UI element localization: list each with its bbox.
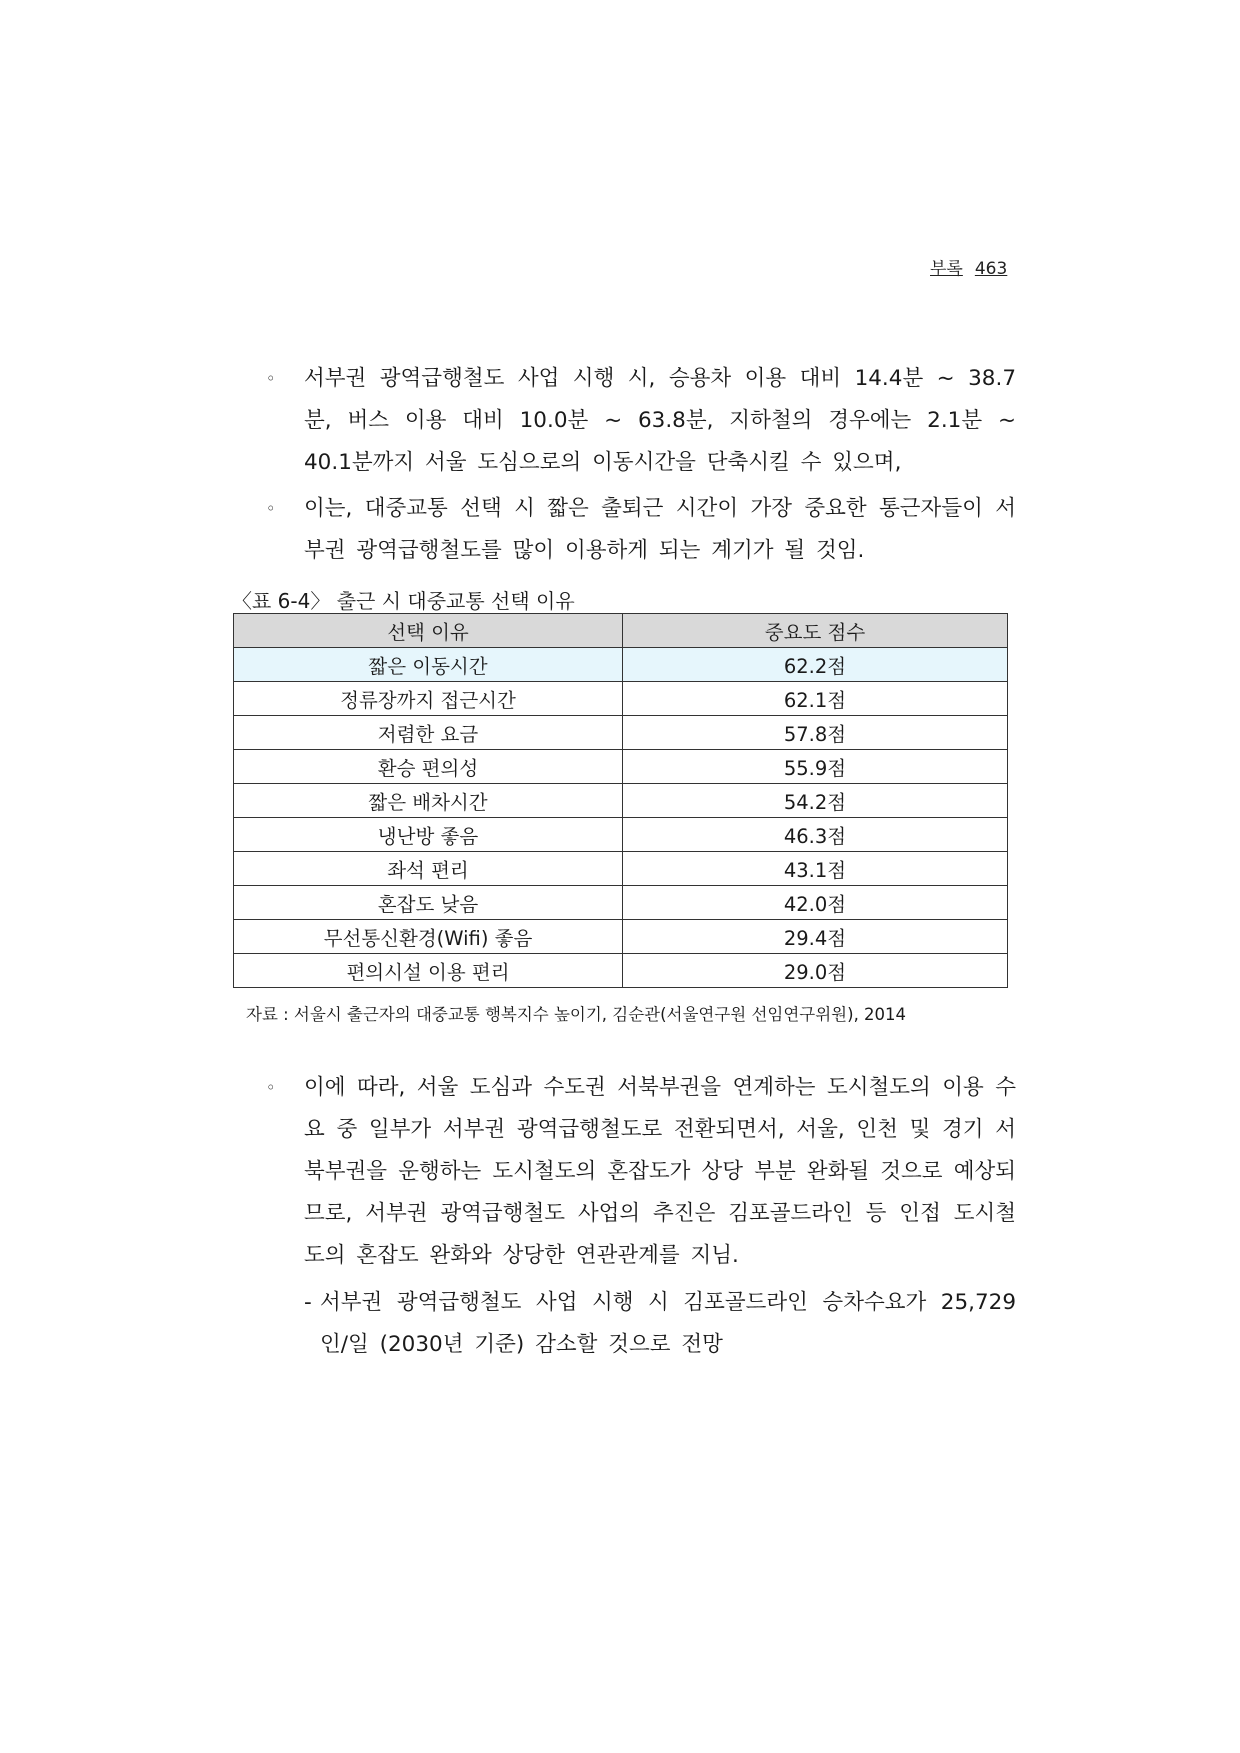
score-cell: 62.2점 bbox=[623, 648, 1008, 682]
reason-cell: 편의시설 이용 편리 bbox=[234, 954, 623, 988]
paragraph-text: 이는, 대중교통 선택 시 짧은 출퇴근 시간이 가장 중요한 통근자들이 서부권 광역급행철도를 많이 이용하게 되는 계기가 될 것임. bbox=[304, 496, 1016, 563]
table-row bbox=[234, 784, 1008, 818]
table-caption: 〈표 6-4〉 출근 시 대중교통 선택 이유 bbox=[232, 589, 575, 613]
column-header-reason: 선택 이유 bbox=[234, 614, 623, 648]
table-row bbox=[234, 648, 1008, 682]
page-header bbox=[930, 254, 1007, 279]
score-cell: 29.4점 bbox=[623, 920, 1008, 954]
table-row bbox=[234, 818, 1008, 852]
score-cell: 29.0점 bbox=[623, 954, 1008, 988]
reason-cell: 혼잡도 낮음 bbox=[234, 886, 623, 920]
table-row bbox=[234, 716, 1008, 750]
table-row bbox=[234, 750, 1008, 784]
table-row bbox=[234, 886, 1008, 920]
bullet-paragraph bbox=[266, 488, 1016, 572]
bullet-icon: ◦ bbox=[266, 1078, 276, 1097]
sub-item-text: 서부권 광역급행철도 사업 시행 시 김포골드라인 승차수요가 25,729인/일 (2030년 기준) 감소할 것으로 전망 bbox=[320, 1290, 1016, 1357]
reason-cell: 저렴한 요금 bbox=[234, 716, 623, 750]
reason-cell: 좌석 편리 bbox=[234, 852, 623, 886]
paragraph-text: 이에 따라, 서울 도심과 수도권 서북부권을 연계하는 도시철도의 이용 수요 중 일부가 서부권 광역급행철도로 전환되면서, 서울, 인천 및 경기 서북부권을 운행하는 도시철도의 혼잡도가 상당 부분 완화될 것으로 예상되므로, 서부권 광역급행철도 사업의 추진은 김포골드라인 등 인접 도시철도의 혼잡도 완화와 상당한 연관관계를 지님. bbox=[304, 1075, 1016, 1268]
dash-marker: - bbox=[304, 1290, 312, 1315]
dash-sub-item bbox=[304, 1282, 1016, 1366]
table-row bbox=[234, 954, 1008, 988]
bullet-paragraph bbox=[266, 1067, 1016, 1277]
score-cell: 62.1점 bbox=[623, 682, 1008, 716]
score-cell: 57.8점 bbox=[623, 716, 1008, 750]
score-cell: 54.2점 bbox=[623, 784, 1008, 818]
reason-cell: 정류장까지 접근시간 bbox=[234, 682, 623, 716]
reason-cell: 냉난방 좋음 bbox=[234, 818, 623, 852]
reason-cell: 무선통신환경(Wifi) 좋음 bbox=[234, 920, 623, 954]
choice-reason-table bbox=[233, 613, 1008, 988]
reason-cell: 짧은 이동시간 bbox=[234, 648, 623, 682]
reason-cell: 환승 편의성 bbox=[234, 750, 623, 784]
table-source: 자료 : 서울시 출근자의 대중교통 행복지수 높이기, 김순관(서울연구원 선임연구위원), 2014 bbox=[246, 1005, 907, 1024]
bullet-icon: ◦ bbox=[266, 499, 276, 518]
paragraph-text: 서부권 광역급행철도 사업 시행 시, 승용차 이용 대비 14.4분 ~ 38.7분, 버스 이용 대비 10.0분 ~ 63.8분, 지하철의 경우에는 2.1분 ~ 40.1분까지 서울 도심으로의 이동시간을 단축시킬 수 있으며, bbox=[304, 366, 1016, 475]
score-cell: 42.0점 bbox=[623, 886, 1008, 920]
reason-cell: 짧은 배차시간 bbox=[234, 784, 623, 818]
table-header-row bbox=[234, 614, 1008, 648]
table-row bbox=[234, 682, 1008, 716]
score-cell: 55.9점 bbox=[623, 750, 1008, 784]
bullet-paragraph bbox=[266, 358, 1016, 484]
table-row bbox=[234, 920, 1008, 954]
table-row bbox=[234, 852, 1008, 886]
score-cell: 46.3점 bbox=[623, 818, 1008, 852]
page-number: 463 bbox=[974, 259, 1008, 279]
score-cell: 43.1점 bbox=[623, 852, 1008, 886]
bullet-icon: ◦ bbox=[266, 369, 276, 388]
header-section: 부록 bbox=[930, 259, 963, 279]
column-header-score: 중요도 점수 bbox=[623, 614, 1008, 648]
